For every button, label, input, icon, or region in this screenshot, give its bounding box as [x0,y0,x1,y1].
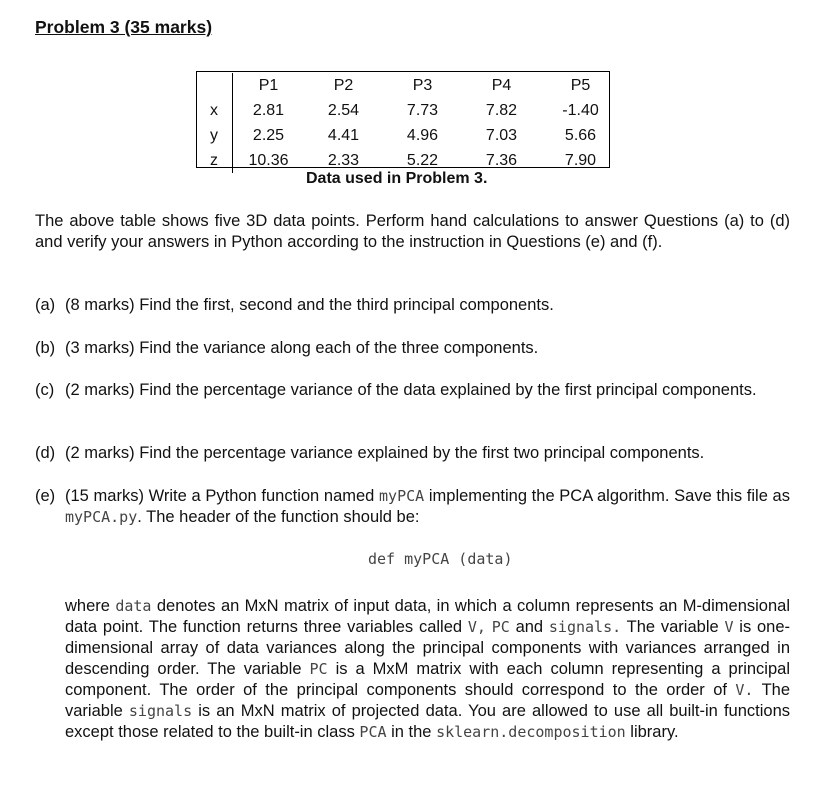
text-run: is one-dimensional array of data variances along the principal components with variances arranged in descending order. The variable [65,618,791,678]
question-label: (a) [35,296,56,314]
code-inline: PCA [359,723,387,741]
problem-title: Problem 3 (35 marks) [35,17,213,37]
table-row [196,98,620,123]
table-cell: 4.96 [406,126,439,144]
question-label: (b) [35,339,56,357]
code-inline: signals [128,702,193,720]
text-run: is a MxM matrix with each column representing a principal component. The order of the principal components should correspond to the order of [65,660,790,699]
text-run: denotes an MxN matrix of input data, in which a column represents an M-dimensional data point. The function returns three variables called [65,597,790,636]
table-cell: 2.25 [252,126,285,144]
text-run: (15 marks) Write a Python function named [65,487,380,505]
question-text: (2 marks) Find the percentage variance explained by the first two principal components. [65,444,705,462]
question-c [35,380,790,401]
table-cell: 10.36 [248,151,289,169]
question-text: (2 marks) Find the percentage variance of the data explained by the first principal components. [65,381,757,399]
table-cell: 7.82 [485,101,518,119]
question-text: (3 marks) Find the variance along each of the three components. [65,339,539,357]
where-paragraph [65,596,790,743]
code-inline: sklearn.decomposition [436,723,626,741]
table-row [196,123,620,148]
intro-paragraph: The above table shows five 3D data points. Perform hand calculations to answer Questions (a) to (d) and verify your answers in Python according to the instruction in Questions (e) and (f). [35,212,790,251]
text-run: The variable [621,618,725,636]
code-inline: V. [735,681,754,699]
table-cell: 4.41 [327,126,360,144]
table-header-cell: P5 [570,76,591,94]
code-inline: myPCA [379,487,425,505]
table-cell: 7.73 [406,101,439,119]
code-inline: V [724,618,734,636]
code-inline: PC [309,660,328,678]
text-run: The variable [65,681,790,720]
text-run: is an MxN matrix of projected data. You are allowed to use all built-in functions except those related to the built-in class [65,702,790,741]
table-header-row [196,73,620,98]
table-cell: 2.81 [252,101,285,119]
code-inline: V, [467,618,486,636]
code-inline: signals. [548,618,622,636]
text-run: and [509,618,549,636]
table-caption: Data used in Problem 3. [306,170,488,187]
data-table [196,73,620,173]
text-run: where [65,597,116,615]
function-header-code: def myPCA (data) [368,550,513,568]
table-cell: 2.33 [327,151,360,169]
table-header-cell: P2 [333,76,354,94]
table-cell: 7.36 [485,151,518,169]
row-label: z [196,148,233,173]
code-inline: data [115,597,152,615]
text-run: in the [386,723,437,741]
question-a [35,295,790,316]
text-run: implementing the PCA algorithm. Save this file as [424,487,790,505]
table-header-cell: P1 [258,76,279,94]
table-cell: 2.54 [327,101,360,119]
table-corner-cell [196,73,233,98]
code-inline: myPCA.py [65,508,138,526]
question-b [35,338,790,359]
table-cell: 5.66 [564,126,597,144]
table-cell: -1.40 [562,101,599,119]
text-run: . The header of the function should be: [137,508,420,526]
code-inline: PC [491,618,510,636]
question-text [65,486,790,528]
row-label: x [196,98,233,123]
text-run: library. [625,723,679,741]
table-cell: 5.22 [406,151,439,169]
table-cell: 7.90 [564,151,597,169]
question-label: (c) [35,381,55,399]
table-cell: 7.03 [485,126,518,144]
question-e [35,486,790,528]
row-label: y [196,123,233,148]
question-d [35,443,790,464]
table-header-cell: P4 [491,76,512,94]
question-text: (8 marks) Find the first, second and the third principal components. [65,296,554,314]
table-header-cell: P3 [412,76,433,94]
question-label: (e) [35,487,56,505]
question-label: (d) [35,444,56,462]
